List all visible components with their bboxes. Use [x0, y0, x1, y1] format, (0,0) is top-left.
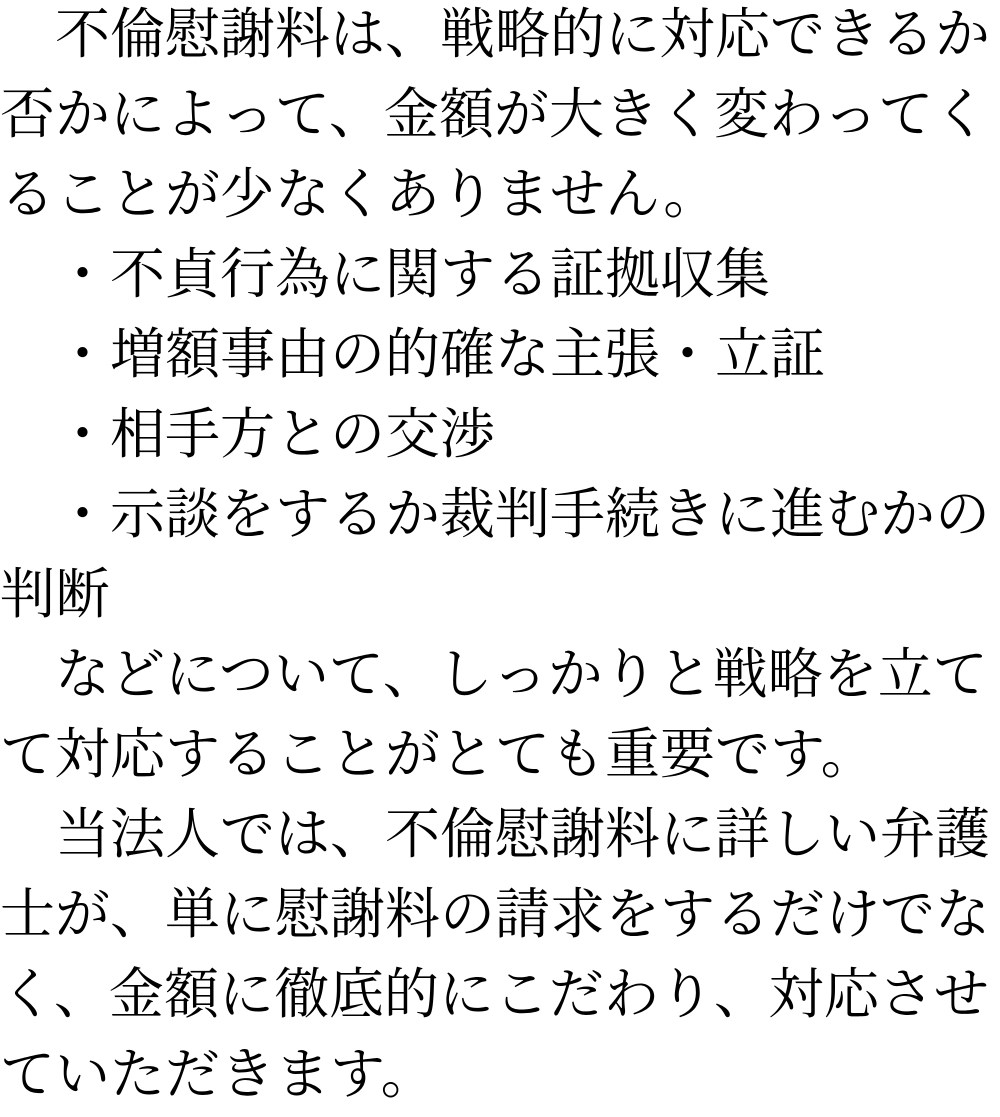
- paragraph-intro: 不倫慰謝料は、戦略的に対応できるか否かによって、金額が大きく変わってくることが少なくありません。: [0, 3, 991, 225]
- paragraph-strategy: などについて、しっかりと戦略を立てて対応することがとても重要です。: [0, 643, 988, 785]
- bullet-item-evidence: ・不貞行為に関する証拠収集: [0, 243, 771, 305]
- bullet-item-negotiation: ・相手方との交渉: [0, 403, 496, 465]
- bullet-item-claims: ・増額事由の的確な主張・立証: [0, 323, 826, 385]
- bullet-item-settlement: ・示談をするか裁判手続きに進むかの判断: [0, 483, 991, 625]
- paragraph-firm: 当法人では、不倫慰謝料に詳しい弁護士が、単に慰謝料の請求をするだけでなく、金額に徹底的にこだわり、対応させていただきます。: [0, 803, 991, 1105]
